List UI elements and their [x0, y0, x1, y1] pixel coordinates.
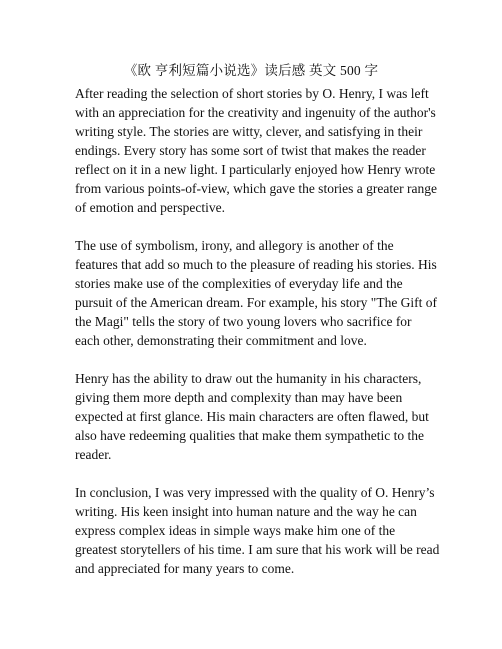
document-title: 《欧 亨利短篇小说选》读后感 英文 500 字 [123, 63, 379, 78]
text-line: each other, demonstrating their commitment and love. [75, 333, 367, 348]
paragraph-3 [75, 369, 437, 464]
text-line: reader. [75, 447, 112, 462]
text-line: with an appreciation for the creativity and ingenuity of the author's [75, 105, 436, 120]
text-line: Henry has the ability to draw out the humanity in his characters, [75, 371, 422, 386]
text-line: In conclusion, I was very impressed with the quality of O. Henry’s [75, 485, 435, 500]
text-line: endings. Every story has some sort of twist that makes the reader [75, 143, 426, 158]
paragraph-4 [75, 483, 440, 578]
text-line: writing style. The stories are witty, clever, and satisfying in their [75, 124, 423, 139]
text-line: reflect on it in a new light. I particularly enjoyed how Henry wrote [75, 162, 436, 177]
text-line: from various points-of-view, which gave the stories a greater range [75, 181, 437, 196]
text-line: of emotion and perspective. [75, 200, 225, 215]
paragraph-2 [75, 236, 437, 350]
document-body [75, 84, 440, 597]
text-line: giving them more depth and complexity than may have been [75, 390, 403, 405]
text-line: also have redeeming qualities that make them sympathetic to the [75, 428, 425, 443]
text-line: express complex ideas in simple ways make him one of the [75, 523, 396, 538]
text-line: greatest storytellers of his time. I am sure that his work will be read [75, 542, 440, 557]
text-line: the Magi" tells the story of two young lovers who sacrifice for [75, 314, 412, 329]
text-line: features that add so much to the pleasure of reading his stories. His [75, 257, 437, 272]
text-line: writing. His keen insight into human nature and the way he can [75, 504, 417, 519]
text-line: After reading the selection of short stories by O. Henry, I was left [75, 86, 429, 101]
text-line: The use of symbolism, irony, and allegory is another of the [75, 238, 394, 253]
text-line: pursuit of the American dream. For example, his story "The Gift of [75, 295, 438, 310]
text-line: expected at first glance. His main characters are often flawed, but [75, 409, 429, 424]
paragraph-1 [75, 84, 437, 217]
text-line: and appreciated for many years to come. [75, 561, 295, 576]
text-line: stories make use of the complexities of everyday life and the [75, 276, 403, 291]
